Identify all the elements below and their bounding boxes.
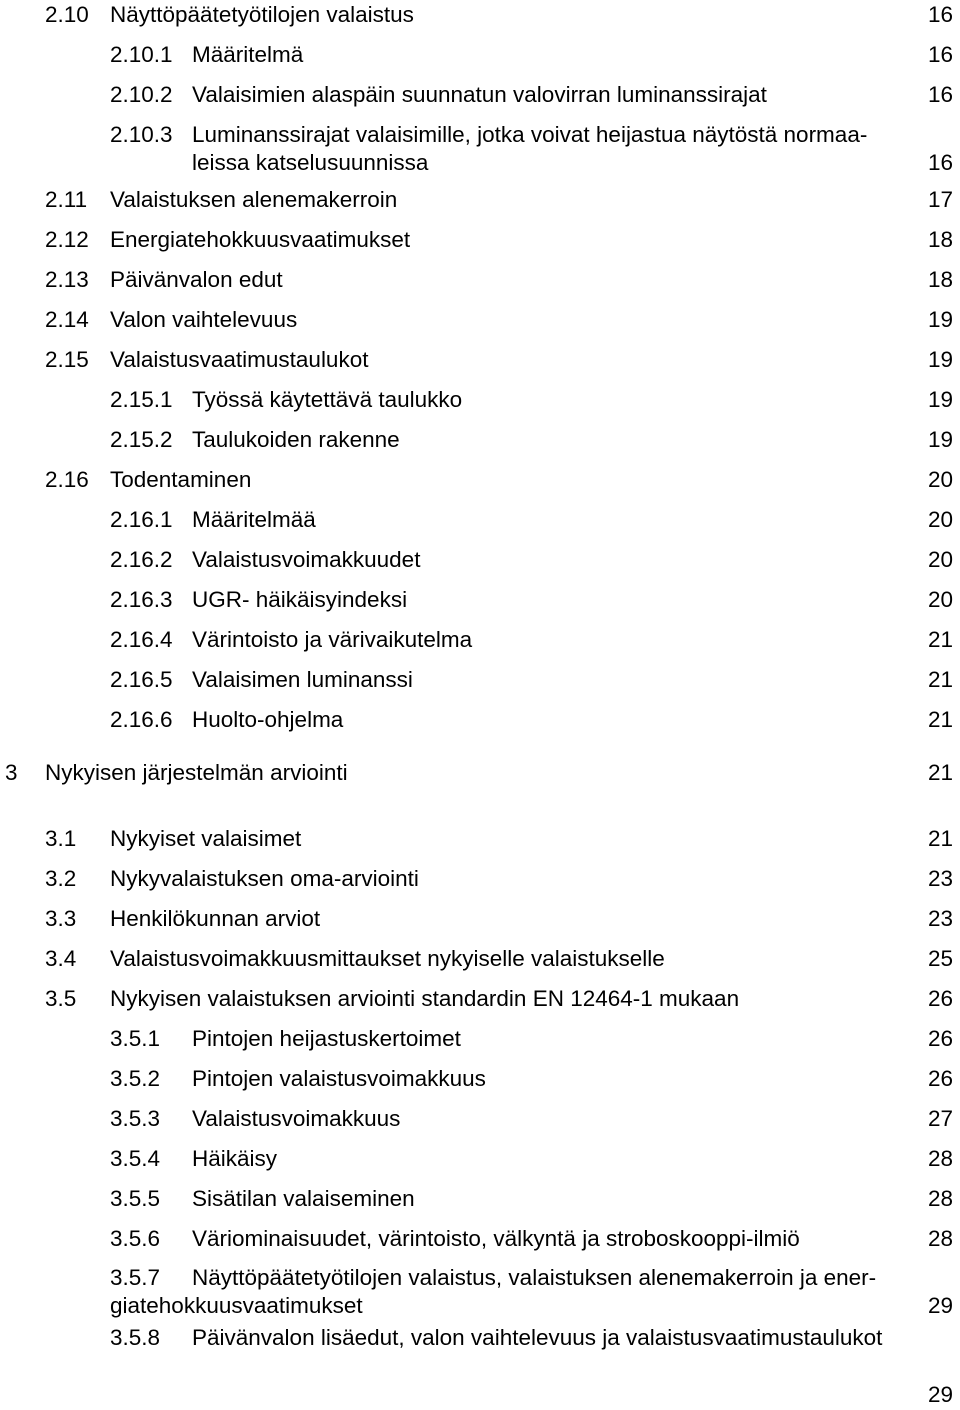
- toc-entry-title: Luminanssirajat valaisimille, jotka voivat heijastua näytöstä normaa-: [192, 122, 868, 147]
- toc-entry-number: 2.15: [45, 347, 89, 372]
- toc-entry-number: 3.4: [45, 946, 77, 971]
- toc-entry-page: 21: [927, 760, 953, 785]
- toc-entry-title: Pintojen heijastuskertoimet: [192, 1026, 461, 1051]
- toc-entry-page: 20: [927, 507, 953, 532]
- toc-entry[interactable]: [0, 758, 960, 788]
- toc-entry-title: Häikäisy: [192, 1146, 278, 1171]
- toc-entry-page: 20: [927, 587, 953, 612]
- toc-entry-page: 20: [927, 467, 953, 492]
- toc-entry-number: 2.12: [45, 227, 89, 252]
- toc-entry-title: Nykyisen järjestelmän arviointi: [45, 760, 348, 785]
- toc-entry[interactable]: [0, 944, 960, 974]
- toc-entry[interactable]: [0, 265, 960, 295]
- toc-entry-page: 21: [927, 627, 953, 652]
- toc-entry-page: 18: [927, 227, 953, 252]
- toc-entry-title: UGR- häikäisyindeksi: [192, 587, 408, 612]
- toc-entry-title: Valaistusvaatimustaulukot: [110, 347, 369, 372]
- toc-entry-title: Taulukoiden rakenne: [192, 427, 400, 452]
- toc-entry-page: 21: [927, 707, 953, 732]
- toc-entry[interactable]: [0, 665, 960, 695]
- toc-entry-page: 18: [927, 267, 953, 292]
- toc-entry[interactable]: [0, 505, 960, 535]
- toc-entry[interactable]: [0, 0, 960, 30]
- toc-entry[interactable]: [0, 1064, 960, 1094]
- toc-entry-page: 28: [927, 1186, 953, 1211]
- toc-entry-number: 2.11: [45, 187, 88, 212]
- toc-entry-page: 23: [927, 866, 953, 891]
- toc-entry[interactable]: [0, 705, 960, 735]
- toc-entry-title: Nykyiset valaisimet: [110, 826, 302, 851]
- toc-entry[interactable]: [0, 585, 960, 615]
- toc-entry-number: 3.2: [45, 866, 77, 891]
- toc-entry-page: 16: [927, 82, 953, 107]
- toc-entry-number: 2.10.1: [110, 42, 173, 67]
- toc-entry-number: 2.10.3: [110, 122, 173, 147]
- toc-entry-title: Valaistusvoimakkuusmittaukset nykyiselle valaistukselle: [110, 946, 665, 971]
- toc-entry-number: 3.5.3: [110, 1106, 161, 1131]
- toc-entry-page: 25: [927, 946, 953, 971]
- toc-entry-title: Väriominaisuudet, värintoisto, välkyntä ja stroboskooppi-ilmiö: [192, 1226, 800, 1251]
- toc-entry[interactable]: [0, 824, 960, 854]
- toc-entry-number: 2.16.5: [110, 667, 173, 692]
- toc-entry-page: 20: [927, 547, 953, 572]
- toc-entry-title: Valaistusvoimakkuus: [192, 1106, 401, 1131]
- toc-entry-number: 3.5.4: [110, 1146, 161, 1171]
- toc-entry-number: 2.16.3: [110, 587, 173, 612]
- toc-entry-page: 29: [927, 1382, 953, 1407]
- toc-entry-title: Valaisimen luminanssi: [192, 667, 413, 692]
- toc-entry-number: 3.5.7: [110, 1265, 161, 1290]
- toc-entry-title: Nykyvalaistuksen oma-arviointi: [110, 866, 419, 891]
- toc-entry-page: 19: [927, 307, 953, 332]
- toc-entry[interactable]: [0, 305, 960, 335]
- toc-entry-number: 2.13: [45, 267, 89, 292]
- toc-entry-number: 2.16.6: [110, 707, 173, 732]
- toc-entry-number: 3.5.2: [110, 1066, 161, 1091]
- toc-entry-title: Päivänvalon lisäedut, valon vaihtelevuus ja valaistusvaatimustaulukot: [192, 1325, 883, 1350]
- toc-entry[interactable]: [0, 225, 960, 255]
- toc-entry[interactable]: [0, 80, 960, 110]
- toc-entry-title: Valaistusvoimakkuudet: [192, 547, 421, 572]
- toc-entry-page: 21: [927, 667, 953, 692]
- toc-entry-title: Värintoisto ja värivaikutelma: [192, 627, 473, 652]
- toc-entry[interactable]: [0, 1224, 960, 1254]
- toc-entry[interactable]: [0, 545, 960, 575]
- toc-entry-page: 16: [927, 42, 953, 67]
- toc-entry-title: Valaisimien alaspäin suunnatun valovirran luminanssirajat: [192, 82, 767, 107]
- toc-entry[interactable]: [0, 465, 960, 495]
- toc-entry[interactable]: [0, 425, 960, 455]
- toc-entry-title: Energiatehokkuusvaatimukset: [110, 227, 411, 252]
- toc-entry-title: Näyttöpäätetyötilojen valaistus: [110, 2, 414, 27]
- toc-entry-number: 2.10.2: [110, 82, 173, 107]
- toc-entry-title: Sisätilan valaiseminen: [192, 1186, 415, 1211]
- toc-entry-number: 2.16: [45, 467, 89, 492]
- toc-entry-page: 19: [927, 347, 953, 372]
- toc-entry-page: 16: [927, 2, 953, 27]
- toc-entry-title: Henkilökunnan arviot: [110, 906, 321, 931]
- toc-entry-title: Määritelmä: [192, 42, 304, 67]
- toc-entry-number: 3: [5, 760, 18, 785]
- toc-entry-page: 23: [927, 906, 953, 931]
- toc-entry-number: 2.14: [45, 307, 89, 332]
- toc-entry-number: 2.10: [45, 2, 89, 27]
- toc-entry-page: 28: [927, 1226, 953, 1251]
- toc-entry[interactable]: [0, 385, 960, 415]
- toc-entry[interactable]: [0, 1144, 960, 1174]
- toc-entry-page: 26: [927, 986, 953, 1011]
- toc-entry[interactable]: [0, 1323, 960, 1407]
- toc-entry-page: 28: [927, 1146, 953, 1171]
- toc-entry[interactable]: [0, 120, 960, 175]
- toc-entry[interactable]: [0, 984, 960, 1014]
- toc-entry-title: Näyttöpäätetyötilojen valaistus, valaistuksen alenemakerroin ja ener-: [192, 1265, 877, 1290]
- toc-entry[interactable]: [0, 625, 960, 655]
- toc-entry-number: 3.5.8: [110, 1325, 161, 1350]
- toc-entry[interactable]: [0, 345, 960, 375]
- toc-entry-title: Määritelmää: [192, 507, 316, 532]
- toc-entry-number: 2.15.1: [110, 387, 173, 412]
- toc-entry-page: 17: [927, 187, 953, 212]
- toc-entry-page: 27: [927, 1106, 953, 1131]
- toc-entry-page: 21: [927, 826, 953, 851]
- toc-entry-title: Päivänvalon edut: [110, 267, 283, 292]
- toc-entry-number: 2.15.2: [110, 427, 173, 452]
- toc-entry-title-continuation: leissa katselusuunnissa: [192, 150, 429, 175]
- toc-entry-title: Huolto-ohjelma: [192, 707, 344, 732]
- toc-entry[interactable]: [0, 1024, 960, 1054]
- toc-entry-title: Nykyisen valaistuksen arviointi standardin EN 12464-1 mukaan: [110, 986, 740, 1011]
- toc-entry-page: 26: [927, 1026, 953, 1051]
- toc-entry-number: 3.5.1: [110, 1026, 161, 1051]
- toc-entry-title: Valon vaihtelevuus: [110, 307, 298, 332]
- toc-entry-number: 2.16.2: [110, 547, 173, 572]
- toc-entry-title: Todentaminen: [110, 467, 252, 492]
- toc-entry-page: 29: [927, 1293, 953, 1318]
- toc-entry-title-continuation: giatehokkuusvaatimukset: [110, 1293, 363, 1318]
- toc-entry-page: 19: [927, 387, 953, 412]
- toc-entry-page: 26: [927, 1066, 953, 1091]
- toc-entry-title: Pintojen valaistusvoimakkuus: [192, 1066, 486, 1091]
- toc-entry[interactable]: [0, 864, 960, 894]
- toc-entry-number: 3.5.5: [110, 1186, 161, 1211]
- toc-entry-number: 3.5: [45, 986, 77, 1011]
- toc-entry[interactable]: [0, 904, 960, 934]
- toc-entry-page: 16: [927, 150, 953, 175]
- toc-entry-number: 3.1: [45, 826, 77, 851]
- toc-entry-number: 2.16.4: [110, 627, 173, 652]
- toc-entry[interactable]: [0, 1263, 960, 1318]
- toc-entry[interactable]: [0, 40, 960, 70]
- toc-entry[interactable]: [0, 185, 960, 215]
- toc-entry[interactable]: [0, 1184, 960, 1214]
- toc-entry-number: 2.16.1: [110, 507, 173, 532]
- toc-entry-page: 19: [927, 427, 953, 452]
- toc-entry-title: Valaistuksen alenemakerroin: [110, 187, 398, 212]
- toc-entry[interactable]: [0, 1104, 960, 1134]
- toc-entry-title: Työssä käytettävä taulukko: [192, 387, 463, 412]
- toc-entry-number: 3.5.6: [110, 1226, 161, 1251]
- toc-entry-number: 3.3: [45, 906, 77, 931]
